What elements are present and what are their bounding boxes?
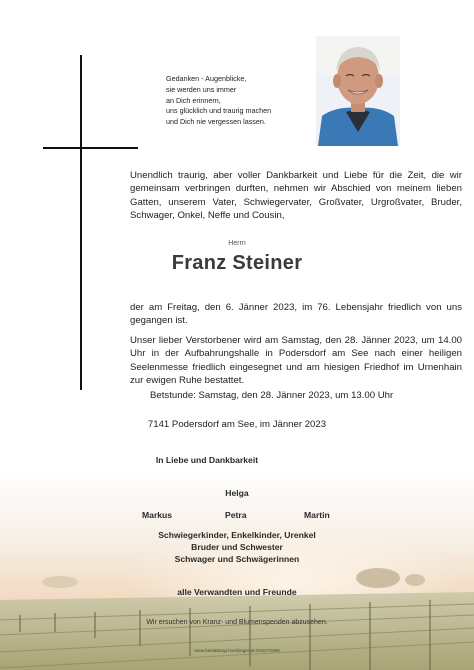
- death-paragraph: der am Freitag, den 6. Jänner 2023, im 76. Lebensjahr friedlich von uns gegangen ist.: [130, 302, 462, 327]
- visitation-line: Betstunde: Samstag, den 28. Jänner 2023, um 13.00 Uhr: [150, 390, 394, 401]
- memorial-poem: [166, 74, 316, 128]
- flower-donation-note: Wir ersuchen von Kranz- und Blumenspenden abzusehen.: [146, 619, 328, 626]
- intro-paragraph: Unendlich traurig, aber voller Dankbarkeit und Liebe für die Zeit, die wir gemeinsam verbringen durften, nehmen wir Abschied von meinem lieben Gatten, unserem Vater, Schwiegervater, Großvater, Urgroßvater, Bruder, Schwager, Onkel, Neffe und Cousin,: [130, 170, 462, 222]
- funeral-home-footer: www.bestattung-hoelzinger.at 02167/2596: [194, 648, 280, 653]
- kin-line: Schwager und Schwägerinnen: [174, 554, 300, 564]
- honorific: Herrn: [228, 240, 246, 247]
- poem-line: Gedanken - Augenblicke,: [166, 74, 247, 83]
- signoff-title: In Liebe und Dankbarkeit: [155, 455, 259, 465]
- portrait-photo: [316, 36, 400, 146]
- poem-line: und Dich nie vergessen lassen.: [166, 117, 266, 127]
- cross-horizontal-bar: [43, 147, 138, 149]
- relatives-line: alle Verwandten und Freunde: [177, 587, 297, 597]
- child-name: Markus: [142, 510, 173, 520]
- poem-line: uns glücklich und traurig machen: [166, 106, 272, 116]
- funeral-paragraph: Unser lieber Verstorbener wird am Samstag, den 28. Jänner 2023, um 14.00 Uhr in der Aufbahrungshalle in Podersdorf am See nach einer heiligen Seelenmesse friedlich eingesegnet und am hiesigen Friedhof im Urnenhain zur ewigen Ruhe bestattet.: [130, 335, 462, 387]
- kin-line: Bruder und Schwester: [191, 542, 283, 552]
- poem-line: an Dich erinnern,: [166, 95, 221, 105]
- poem-line: sie werden uns immer: [166, 84, 237, 94]
- child-name: Petra: [225, 510, 247, 520]
- vineyard-landscape-image: [0, 470, 474, 670]
- place-date: 7141 Podersdorf am See, im Jänner 2023: [147, 419, 327, 430]
- cross-vertical-bar: [80, 55, 82, 390]
- deceased-name: Franz Steiner: [171, 252, 303, 274]
- kin-line: Schwiegerkinder, Enkelkinder, Urenkel: [158, 530, 316, 540]
- spouse-name: Helga: [225, 488, 249, 498]
- child-name: Martin: [304, 510, 330, 520]
